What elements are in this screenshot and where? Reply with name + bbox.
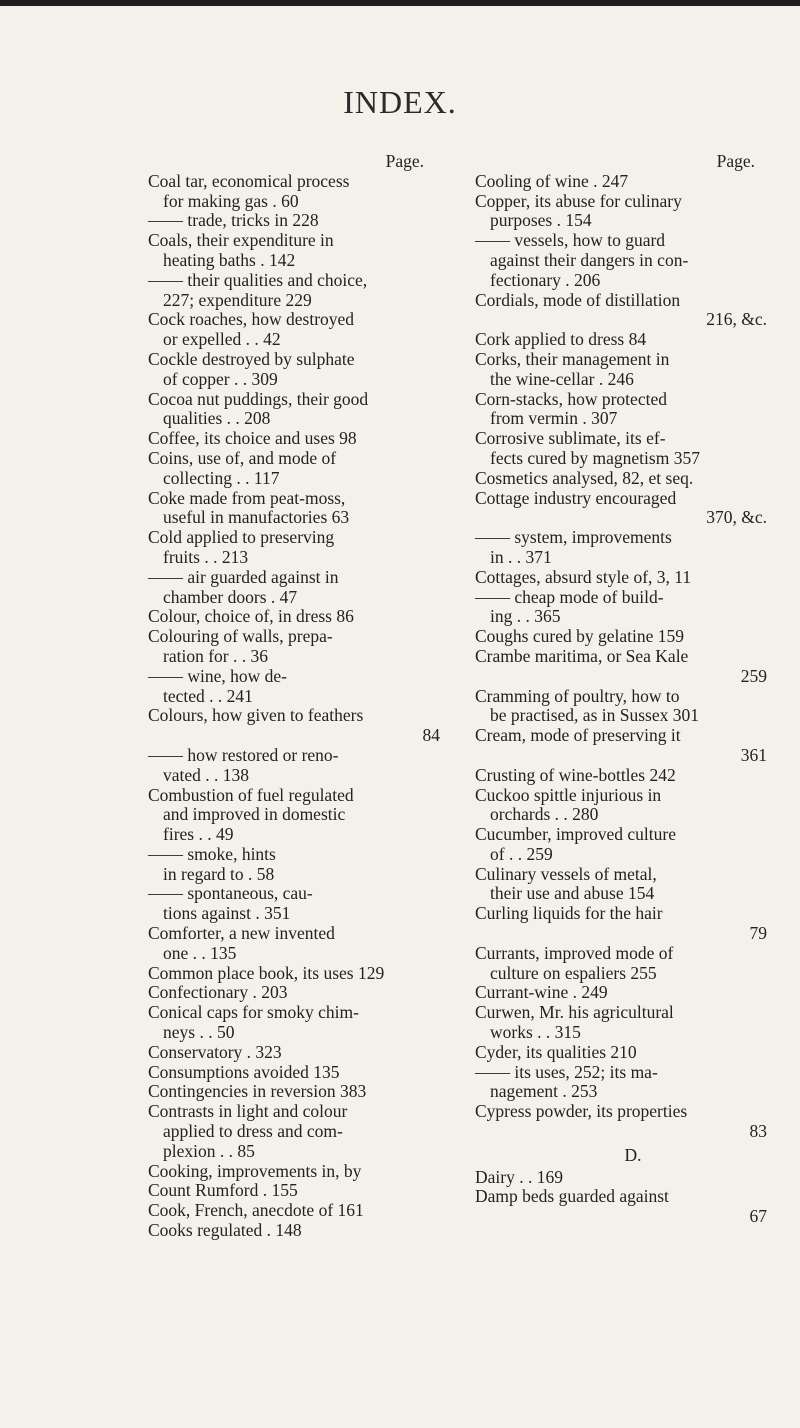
index-line: 361 <box>740 744 767 765</box>
index-line: Common place book, its uses 129 <box>148 962 385 983</box>
index-line: purposes . 154 <box>490 210 592 231</box>
index-line: Colours, how given to feathers <box>148 705 364 726</box>
index-line: 84 <box>422 725 440 746</box>
section-letter: D. <box>624 1144 642 1165</box>
index-line: their use and abuse 154 <box>490 883 655 904</box>
index-line: or expelled . . 42 <box>163 329 281 350</box>
index-line: fires . . 49 <box>163 824 234 845</box>
index-line: —— their qualities and choice, <box>148 269 368 290</box>
index-line: Crusting of wine-bottles 242 <box>475 764 676 785</box>
index-line: Culinary vessels of metal, <box>475 863 657 884</box>
index-line: —— trade, tricks in 228 <box>148 210 319 231</box>
index-line: 370, &c. <box>706 507 767 528</box>
index-line: Cyder, its qualities 210 <box>475 1041 637 1062</box>
index-line: Dairy . . 169 <box>475 1166 563 1187</box>
index-line: ing . . 365 <box>490 606 561 627</box>
index-line: Consumptions avoided 135 <box>148 1061 340 1082</box>
index-line: Damp beds guarded against <box>475 1186 669 1207</box>
index-line: Cucumber, improved culture <box>475 824 676 845</box>
index-line: the wine-cellar . 246 <box>490 368 634 389</box>
index-line: Cypress powder, its properties <box>475 1101 688 1122</box>
index-line: against their dangers in con- <box>490 249 689 270</box>
index-line: orchards . . 280 <box>490 804 599 825</box>
index-line: —— cheap mode of build- <box>475 586 664 607</box>
index-line: tected . . 241 <box>163 685 253 706</box>
index-line: Crambe maritima, or Sea Kale <box>475 645 689 666</box>
index-line: neys . . 50 <box>163 1022 235 1043</box>
index-line: Cooks regulated . 148 <box>148 1220 302 1241</box>
index-line: qualities . . 208 <box>163 408 271 429</box>
index-line: culture on espaliers 255 <box>490 962 657 983</box>
index-line: Cold applied to preserving <box>148 527 335 548</box>
index-line: Count Rumford . 155 <box>148 1180 298 1201</box>
index-line: Cock roaches, how destroyed <box>148 309 355 330</box>
index-line: Currants, improved mode of <box>475 942 674 963</box>
index-line: —— how restored or reno- <box>148 744 339 765</box>
index-line: Currant-wine . 249 <box>475 982 608 1003</box>
index-line: from vermin . 307 <box>490 408 618 429</box>
index-line: one . . 135 <box>163 942 237 963</box>
index-line: collecting . . 117 <box>163 467 280 488</box>
index-line: Cuckoo spittle injurious in <box>475 784 662 805</box>
index-line: nagement . 253 <box>490 1081 598 1102</box>
index-line: fruits . . 213 <box>163 546 249 567</box>
index-line: Corrosive sublimate, its ef- <box>475 428 666 449</box>
index-line: of . . 259 <box>490 843 553 864</box>
index-line: Conical caps for smoky chim- <box>148 1002 359 1023</box>
index-line: Coke made from peat-moss, <box>148 487 346 508</box>
index-line: Conservatory . 323 <box>148 1041 282 1062</box>
index-line: Cordials, mode of distillation <box>475 289 681 310</box>
index-line: Coffee, its choice and uses 98 <box>148 428 357 449</box>
index-line: Corks, their management in <box>475 348 670 369</box>
index-line: of copper . . 309 <box>163 368 278 389</box>
index-line: Combustion of fuel regulated <box>148 784 354 805</box>
index-line: Cook, French, anecdote of 161 <box>148 1200 364 1221</box>
index-line: chamber doors . 47 <box>163 586 298 607</box>
index-line: for making gas . 60 <box>163 190 299 211</box>
index-line: Cork applied to dress 84 <box>475 329 647 350</box>
index-line: Copper, its abuse for culinary <box>475 190 682 211</box>
index-line: Coughs cured by gelatine 159 <box>475 626 684 647</box>
index-line: useful in manufactories 63 <box>163 507 350 528</box>
index-line: heating baths . 142 <box>163 249 296 270</box>
index-line: —— spontaneous, cau- <box>148 883 313 904</box>
page-column-header: Page. <box>716 151 755 171</box>
page-column-header: Page. <box>385 151 424 171</box>
index-line: Coals, their expenditure in <box>148 230 334 251</box>
index-line: —— air guarded against in <box>148 566 339 587</box>
index-line: fectionary . 206 <box>490 269 601 290</box>
index-line: applied to dress and com- <box>163 1121 343 1142</box>
index-column-left <box>148 152 464 1241</box>
index-column-right <box>475 152 791 1227</box>
index-line: tions against . 351 <box>163 903 291 924</box>
index-line: Cramming of poultry, how to <box>475 685 680 706</box>
index-line: Coins, use of, and mode of <box>148 447 337 468</box>
index-line: vated . . 138 <box>163 764 250 785</box>
index-line: 227; expenditure 229 <box>163 289 312 310</box>
index-line: in . . 371 <box>490 546 552 567</box>
index-line: 67 <box>749 1206 767 1227</box>
index-line: —— system, improvements <box>475 527 672 548</box>
index-line: —— smoke, hints <box>148 843 276 864</box>
index-line: plexion . . 85 <box>163 1140 255 1161</box>
page-title: INDEX. <box>343 84 457 120</box>
index-line: Curwen, Mr. his agricultural <box>475 1002 674 1023</box>
index-line: ration for . . 36 <box>163 645 268 666</box>
index-line: —— its uses, 252; its ma- <box>475 1061 658 1082</box>
index-line: 79 <box>749 923 767 944</box>
index-line: Colouring of walls, prepa- <box>148 626 333 647</box>
top-border-line <box>0 0 800 6</box>
index-line: Corn-stacks, how protected <box>475 388 667 409</box>
index-line: Cosmetics analysed, 82, et seq. <box>475 467 694 488</box>
index-line: Curling liquids for the hair <box>475 903 663 924</box>
index-line: Confectionary . 203 <box>148 982 288 1003</box>
index-line: 259 <box>740 665 767 686</box>
index-line: 216, &c. <box>706 309 767 330</box>
index-line: 83 <box>749 1121 767 1142</box>
index-line: fects cured by magnetism 357 <box>490 447 700 468</box>
index-line: Colour, choice of, in dress 86 <box>148 606 354 627</box>
index-line: Cocoa nut puddings, their good <box>148 388 369 409</box>
index-line: —— wine, how de- <box>148 665 288 686</box>
index-line: Cottages, absurd style of, 3, 11 <box>475 566 692 587</box>
index-line: Coal tar, economical process <box>148 170 350 191</box>
index-line: Contingencies in reversion 383 <box>148 1081 367 1102</box>
index-line: works . . 315 <box>490 1022 581 1043</box>
index-line: Comforter, a new invented <box>148 923 335 944</box>
index-line: Cottage industry encouraged <box>475 487 677 508</box>
index-line: Cockle destroyed by sulphate <box>148 348 355 369</box>
index-line: Cooking, improvements in, by <box>148 1160 362 1181</box>
index-line: be practised, as in Sussex 301 <box>490 705 699 726</box>
index-line: Contrasts in light and colour <box>148 1101 348 1122</box>
index-line: in regard to . 58 <box>163 863 275 884</box>
index-line: Cream, mode of preserving it <box>475 725 681 746</box>
index-line: and improved in domestic <box>163 804 346 825</box>
index-line: —— vessels, how to guard <box>475 230 666 251</box>
index-line: Cooling of wine . 247 <box>475 170 629 191</box>
